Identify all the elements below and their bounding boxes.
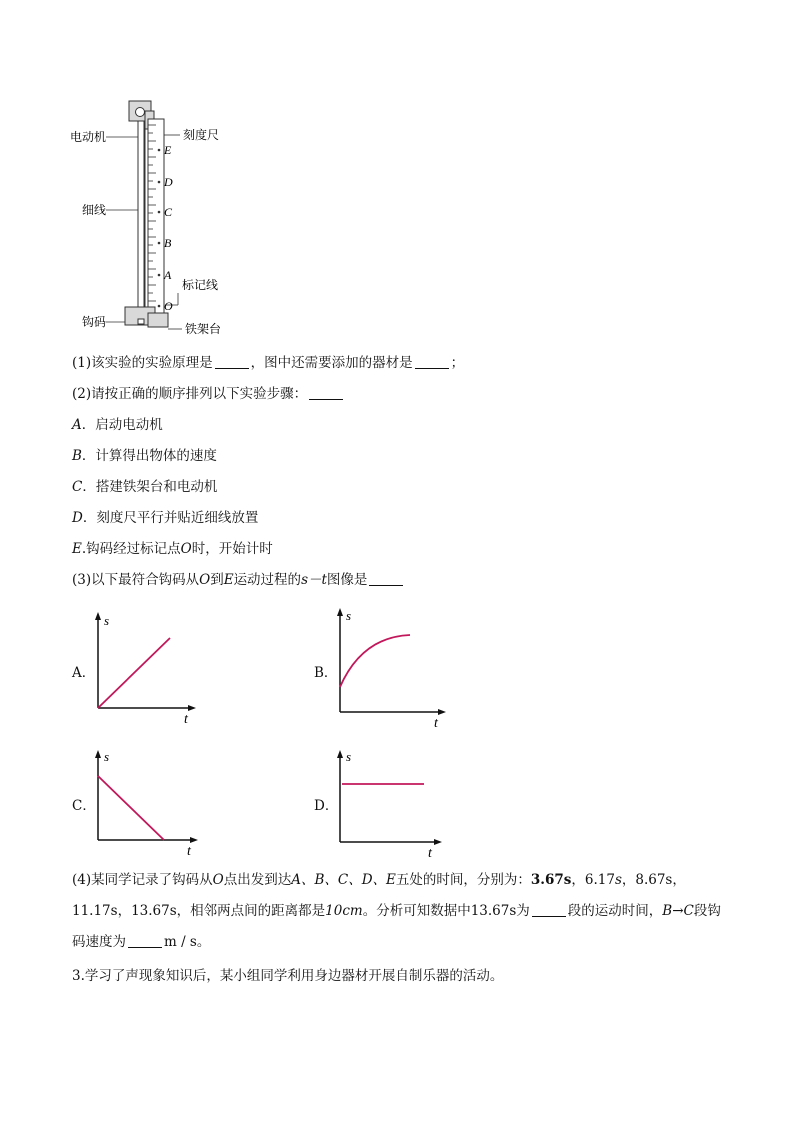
step-a: A．启动电动机 <box>72 417 163 433</box>
ruler-dot-e <box>158 149 161 152</box>
option-d-label[interactable]: D． <box>314 798 339 814</box>
step-c: C．搭建铁架台和电动机 <box>72 479 218 495</box>
graph-c-y-label: s <box>104 749 110 764</box>
option-c-label[interactable]: C． <box>72 798 96 814</box>
question-4-line-1: (4)某同学记录了钩码从O点出发到达A、B、C、D、E五处的时间，分别为：3.67s，6.17s，8.67s， <box>72 872 686 888</box>
question-3: (3)以下最符合钩码从O到E运动过程的s－t图像是 <box>72 570 405 590</box>
graph-a[interactable] <box>90 610 200 725</box>
ruler-point-a: A <box>164 268 172 282</box>
apparatus-svg <box>60 95 260 345</box>
question-2: (2)请按正确的顺序排列以下实验步骤： <box>72 384 345 404</box>
graph-c-x-label: t <box>187 844 191 859</box>
graph-b-y-label: s <box>346 608 352 623</box>
question-1: (1)该实验的实验原理是 ，图中还需要添加的器材是 ； <box>72 355 465 371</box>
ruler-dot-b <box>158 242 161 245</box>
mark-line-label: 标记线 <box>182 278 219 292</box>
answer-blank-2[interactable] <box>309 385 343 400</box>
ruler-dot-c <box>158 211 161 214</box>
question-next: 3.学习了声现象知识后，某小组同学利用身边器材开展自制乐器的活动。 <box>72 968 504 984</box>
weight-label: 钩码 <box>82 315 107 329</box>
ruler-dot-a <box>158 274 161 277</box>
stand-pole <box>138 121 144 311</box>
ruler-dot-o <box>158 305 161 308</box>
stand-label: 铁架台 <box>185 322 222 336</box>
step-b: B．计算得出物体的速度 <box>72 448 217 464</box>
graph-b-x-label: t <box>434 716 438 730</box>
question-4-line-2: 11.17s，13.67s，相邻两点间的距离都是10cm。分析可知数据中13.67s为 段的运动时间，B→C段钩 <box>72 903 721 919</box>
option-a-label[interactable]: A． <box>72 665 96 681</box>
ruler-point-o: O <box>164 299 173 313</box>
question-4-line-3: 码速度为 m / s。 <box>72 934 211 950</box>
motor-pulley <box>136 108 145 117</box>
string-label: 细线 <box>82 203 107 217</box>
graph-b-curve <box>340 635 410 687</box>
stand-base <box>148 313 168 327</box>
step-e: E.钩码经过标记点O时，开始计时 <box>72 541 273 557</box>
step-d: D．刻度尺平行并贴近细线放置 <box>72 510 259 526</box>
ruler-dot-d <box>158 181 161 184</box>
graph-a-y-label: s <box>104 613 110 628</box>
graph-c[interactable] <box>90 745 205 860</box>
motor-label: 电动机 <box>70 130 107 144</box>
graph-c-line <box>98 776 164 840</box>
ruler-point-e: E <box>164 143 172 157</box>
ruler-label: 刻度尺 <box>183 128 220 142</box>
ruler <box>148 119 164 315</box>
ruler-point-b: B <box>164 236 172 250</box>
ruler-point-c: C <box>164 205 173 219</box>
answer-blank-1a[interactable] <box>215 354 249 369</box>
graph-d-x-label: t <box>428 846 432 860</box>
answer-blank-1b[interactable] <box>415 354 449 369</box>
graph-d[interactable] <box>332 745 447 860</box>
graph-b[interactable] <box>332 605 452 730</box>
apparatus-diagram <box>60 95 260 345</box>
graph-a-line <box>98 638 170 708</box>
graph-a-x-label: t <box>184 712 188 725</box>
option-b-label[interactable]: B． <box>314 665 338 681</box>
answer-blank-4a[interactable] <box>532 902 566 917</box>
answer-blank-4b[interactable] <box>128 933 162 948</box>
ruler-point-d: D <box>164 175 173 189</box>
answer-blank-3[interactable] <box>369 571 403 586</box>
graph-d-y-label: s <box>346 749 352 764</box>
